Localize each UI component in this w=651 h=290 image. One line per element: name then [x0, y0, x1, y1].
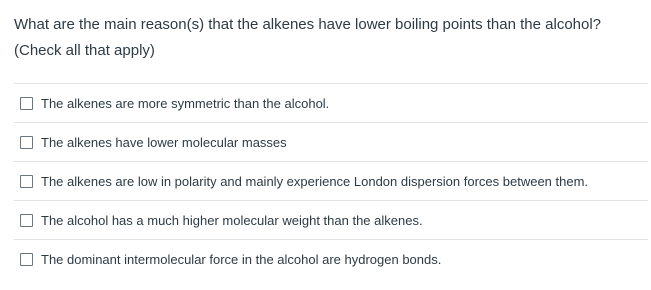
- answer-option-2[interactable]: [14, 122, 648, 161]
- answer-option-4[interactable]: [14, 200, 648, 239]
- checkbox-answer-4[interactable]: [20, 214, 33, 227]
- answer-option-3[interactable]: [14, 161, 648, 200]
- answer-label-3[interactable]: The alkenes are low in polarity and mainly experience London dispersion forces between them.: [41, 173, 589, 189]
- checkbox-answer-5[interactable]: [20, 253, 33, 266]
- checkbox-answer-1[interactable]: [20, 97, 33, 110]
- checkbox-answer-2[interactable]: [20, 136, 33, 149]
- answer-label-1[interactable]: The alkenes are more symmetric than the alcohol.: [41, 95, 330, 111]
- answer-label-5[interactable]: The dominant intermolecular force in the alcohol are hydrogen bonds.: [41, 251, 442, 267]
- checkbox-answer-3[interactable]: [20, 175, 33, 188]
- answer-option-5[interactable]: [14, 239, 648, 278]
- question-instruction: (Check all that apply): [14, 42, 155, 59]
- question-prompt: What are the main reason(s) that the alkenes have lower boiling points than the alcohol?: [14, 16, 602, 33]
- question-text: [14, 12, 644, 64]
- answer-label-4[interactable]: The alcohol has a much higher molecular weight than the alkenes.: [41, 212, 423, 228]
- answer-option-1[interactable]: [14, 83, 648, 122]
- answer-label-2[interactable]: The alkenes have lower molecular masses: [41, 134, 287, 150]
- answer-list: [14, 83, 648, 278]
